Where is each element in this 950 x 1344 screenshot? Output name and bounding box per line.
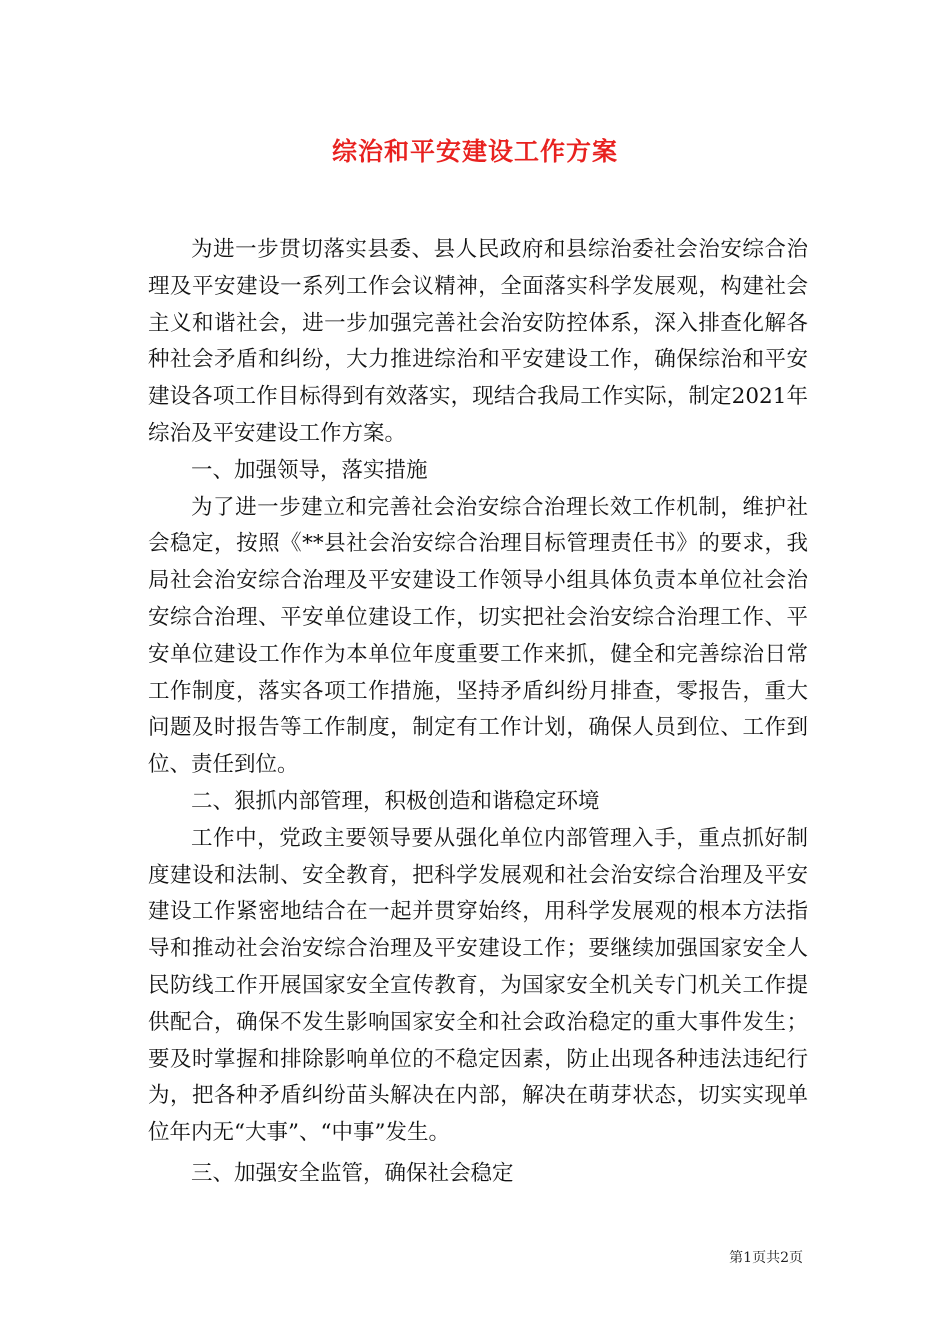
- section-body-2: 工作中，党政主要领导要从强化单位内部管理入手，重点抓好制度建设和法制、安全教育，把科学发展观和社会治安综合治理及平安建设工作紧密地结合在一起并贯穿始终，用科学发展观的根本方法指导和推动社会治安综合治理及平安建设工作；要继续加强国家安全人民防线工作开展国家安全宣传教育，为国家安全机关专门机关工作提供配合，确保不发生影响国家安全和社会政治稳定的重大事件发生；要及时掌握和排除影响单位的不稳定因素，防止出现各种违法违纪行为，把各种矛盾纠纷苗头解决在内部，解决在萌芽状态，切实实现单位年内无“大事”、“中事”发生。: [148, 825, 808, 1146]
- page-number: 第1页共2页: [729, 1250, 803, 1266]
- intro-paragraph: 为进一步贯切落实县委、县人民政府和县综治委社会治安综合治理及平安建设一系列工作会议精神，全面落实科学发展观，构建社会主义和谐社会，进一步加强完善社会治安防控体系，深入排查化解各种社会矛盾和纠纷，大力推进综治和平安建设工作，确保综治和平安建设各项工作目标得到有效落实，现结合我局工作实际，制定2021年综治及平安建设工作方案。: [148, 237, 808, 446]
- section-heading-2: 二、狠抓内部管理，积极创造和谐稳定环境: [191, 788, 600, 814]
- section-heading-1: 一、加强领导，落实措施: [191, 457, 428, 483]
- section-heading-3: 三、加强安全监管，确保社会稳定: [191, 1160, 514, 1186]
- section-body-1: 为了进一步建立和完善社会治安综合治理长效工作机制，维护社会稳定，按照《**县社会治安综合治理目标管理责任书》的要求，我局社会治安综合治理及平安建设工作领导小组具体负责本单位社会治安综合治理、平安单位建设工作，切实把社会治安综合治理工作、平安单位建设工作作为本单位年度重要工作来抓，健全和完善综治日常工作制度，落实各项工作措施，坚持矛盾纠纷月排查，零报告，重大问题及时报告等工作制度，制定有工作计划，确保人员到位、工作到位、责任到位。: [148, 494, 808, 778]
- document-body: [148, 232, 808, 1193]
- document-title: 综治和平安建设工作方案: [331, 137, 618, 166]
